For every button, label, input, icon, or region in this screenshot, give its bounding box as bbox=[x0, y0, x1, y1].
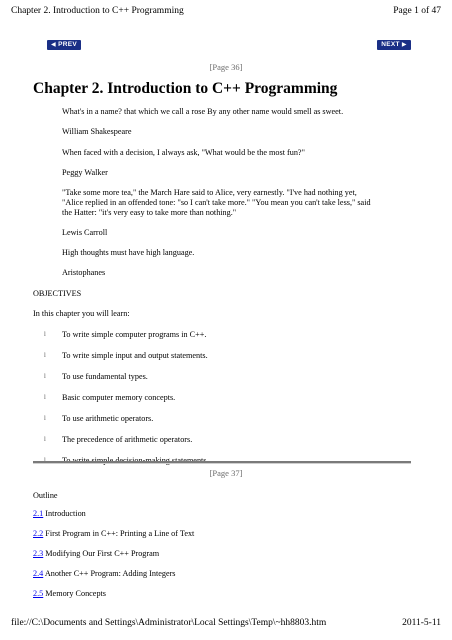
page-header bbox=[11, 6, 441, 20]
outline-link[interactable]: 2.2 bbox=[33, 529, 44, 538]
epigraph-quote: What's in a name? that which we call a rose By any other name would smell as sweet. bbox=[62, 107, 344, 116]
objective-item: Basic computer memory concepts. bbox=[62, 393, 176, 402]
next-label: NEXT bbox=[381, 41, 400, 48]
outline-link[interactable]: 2.3 bbox=[33, 549, 44, 558]
outline-item bbox=[33, 549, 159, 559]
outline-link[interactable]: 2.4 bbox=[33, 569, 44, 578]
prev-label: PREV bbox=[58, 41, 77, 48]
outline-item bbox=[33, 529, 194, 539]
objectives-heading: OBJECTIVES bbox=[33, 289, 82, 298]
page-marker-top: [Page 36] bbox=[209, 62, 243, 72]
objective-item: To use arithmetic operators. bbox=[62, 414, 154, 423]
page-marker-bottom: [Page 37] bbox=[209, 468, 243, 478]
chapter-title: Chapter 2. Introduction to C++ Programming bbox=[33, 80, 338, 97]
outline-item bbox=[33, 509, 86, 519]
epigraph-quote-line: "Alice replied in an offended tone: "so I can't take more." "You mean you can't take less," said bbox=[62, 198, 371, 207]
outline-heading: Outline bbox=[33, 491, 58, 500]
section-divider bbox=[33, 461, 411, 464]
outline-item bbox=[33, 569, 176, 579]
bullet-icon: l bbox=[44, 352, 46, 359]
bullet-icon: l bbox=[44, 436, 46, 443]
outline-item-title: First Program in C++: Printing a Line of Text bbox=[43, 529, 195, 538]
epigraph-quote-line: the Hatter: "it's very easy to take more than nothing." bbox=[62, 208, 237, 217]
objective-item: The precedence of arithmetic operators. bbox=[62, 435, 193, 444]
objective-item: To use fundamental types. bbox=[62, 372, 148, 381]
objective-item: To write simple computer programs in C++. bbox=[62, 330, 207, 339]
footer-file-path: file://C:\Documents and Settings\Administrator\Local Settings\Temp\~hh8803.htm bbox=[11, 618, 327, 628]
header-page-count: Page 1 of 47 bbox=[393, 6, 441, 16]
bullet-icon: l bbox=[44, 457, 46, 464]
outline-item-title: Introduction bbox=[43, 509, 86, 518]
outline-item bbox=[33, 589, 106, 599]
page-footer bbox=[11, 618, 441, 632]
epigraph-author: William Shakespeare bbox=[62, 127, 132, 136]
bullet-icon: l bbox=[44, 415, 46, 422]
arrow-left-icon: ◀ bbox=[51, 42, 56, 48]
epigraph-author: Peggy Walker bbox=[62, 168, 108, 177]
objective-item: To write simple input and output statements. bbox=[62, 351, 208, 360]
objective-item: To write simple decision-making statements. bbox=[62, 456, 209, 465]
outline-item-title: Another C++ Program: Adding Integers bbox=[43, 569, 176, 578]
epigraph-quote-line: "Take some more tea," the March Hare said to Alice, very earnestly. "I've had nothing yet, bbox=[62, 188, 357, 197]
objectives-intro: In this chapter you will learn: bbox=[33, 309, 130, 318]
outline-item-title: Modifying Our First C++ Program bbox=[43, 549, 160, 558]
header-title: Chapter 2. Introduction to C++ Programming bbox=[11, 6, 184, 16]
epigraph-quote: High thoughts must have high language. bbox=[62, 248, 195, 257]
bullet-icon: l bbox=[44, 394, 46, 401]
epigraph-author: Aristophanes bbox=[62, 268, 106, 277]
epigraph-author: Lewis Carroll bbox=[62, 228, 108, 237]
bullet-icon: l bbox=[44, 373, 46, 380]
outline-link[interactable]: 2.5 bbox=[33, 589, 44, 598]
footer-date: 2011-5-11 bbox=[402, 618, 441, 628]
next-button[interactable] bbox=[377, 40, 411, 50]
prev-button[interactable] bbox=[47, 40, 81, 50]
outline-link[interactable]: 2.1 bbox=[33, 509, 44, 518]
arrow-right-icon: ▶ bbox=[401, 42, 407, 48]
bullet-icon: l bbox=[44, 331, 46, 338]
epigraph-quote: When faced with a decision, I always ask, "What would be the most fun?" bbox=[62, 148, 305, 157]
outline-item-title: Memory Concepts bbox=[43, 589, 106, 598]
